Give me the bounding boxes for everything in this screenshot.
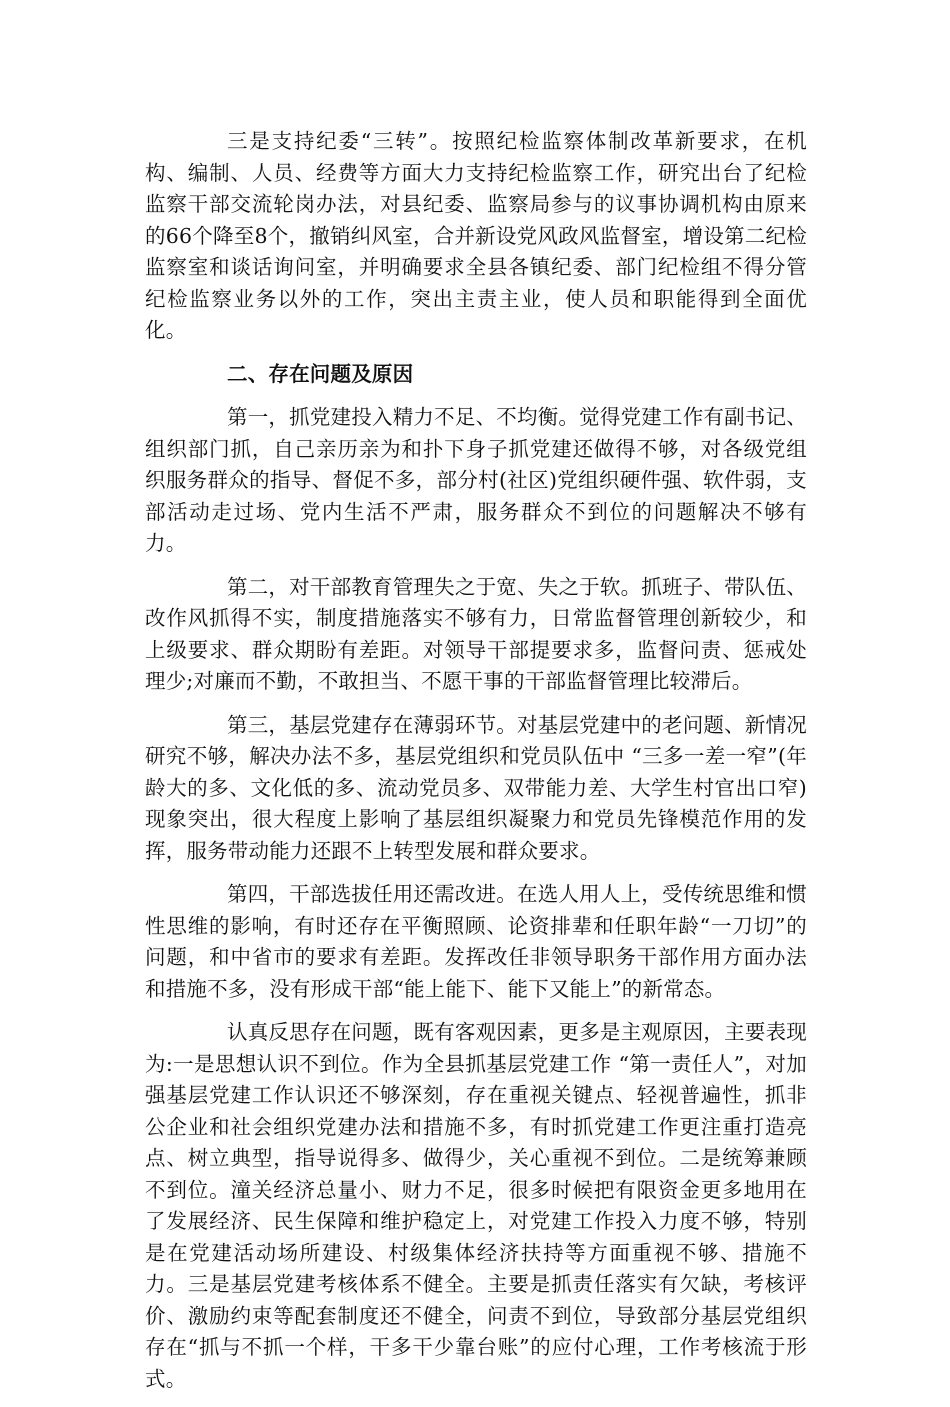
paragraph-first: 第一，抓党建投入精力不足、不均衡。觉得党建工作有副书记、组织部门抓，自己亲历亲为和扑下身子抓党建还做得不够，对各级党组织服务群众的指导、督促不多，部分村(社区)党组织硬件强、软件弱，支部活动走过场、党内生活不严肃，服务群众不到位的问题解决不够有力。 bbox=[145, 405, 807, 555]
section-heading: 二、存在问题及原因 bbox=[227, 361, 414, 386]
paragraph-fourth: 第四，干部选拔任用还需改进。在选人用人上，受传统思维和惯性思维的影响，有时还存在平衡照顾、论资排辈和任职年龄“一刀切”的问题，和中省市的要求有差距。发挥改任非领导职务干部作用方面办法和措施不多，没有形成干部“能上能下、能下又能上”的新常态。 bbox=[145, 882, 807, 1001]
document-page bbox=[145, 126, 807, 1407]
paragraph-san-zhuan: 三是支持纪委“三转”。按照纪检监察体制改革新要求，在机构、编制、人员、经费等方面大力支持纪检监察工作，研究出台了纪检监察干部交流轮岗办法，对县纪委、监察局参与的议事协调机构由原来的66个降至8个，撤销纠风室，合并新设党风政风监督室，增设第二纪检监察室和谈话询问室，并明确要求全县各镇纪委、部门纪检组不得分管纪检监察业务以外的工作，突出主责主业，使人员和职能得到全面优化。 bbox=[145, 129, 807, 342]
paragraph-third: 第三，基层党建存在薄弱环节。对基层党建中的老问题、新情况研究不够，解决办法不多，基层党组织和党员队伍中 “三多一差一窄”(年龄大的多、文化低的多、流动党员多、双带能力差、大学生村官出口窄)现象突出，很大程度上影响了基层组织凝聚力和党员先锋模范作用的发挥，服务带动能力还跟不上转型发展和群众要求。 bbox=[145, 712, 807, 863]
paragraph-second: 第二，对干部教育管理失之于宽、失之于软。抓班子、带队伍、改作风抓得不实，制度措施落实不够有力，日常监督管理创新较少，和上级要求、群众期盼有差距。对领导干部提要求多，监督问责、惩戒处理少;对廉而不勤，不敢担当、不愿干事的干部监督管理比较滞后。 bbox=[145, 574, 807, 693]
paragraph-reflection: 认真反思存在问题，既有客观因素，更多是主观原因，主要表现为:一是思想认识不到位。作为全县抓基层党建工作 “第一责任人”，对加强基层党建工作认识还不够深刻，存在重视关键点、轻视普遍性，抓非公企业和社会组织党建办法和措施不多，有时抓党建工作更注重打造亮点、树立典型，指导说得多、做得少，关心重视不到位。二是统筹兼顾不到位。潼关经济总量小、财力不足，很多时候把有限资金更多地用在了发展经济、民生保障和维护稳定上，对党建工作投入力度不够，特别是在党建活动场所建设、村级集体经济扶持等方面重视不够、措施不力。三是基层党建考核体系不健全。主要是抓责任落实有欠缺，考核评价、激励约束等配套制度还不健全，问责不到位，导致部分基层党组织存在“抓与不抓一个样，干多干少靠台账”的应付心理，工作考核流于形式。 bbox=[145, 1020, 807, 1391]
